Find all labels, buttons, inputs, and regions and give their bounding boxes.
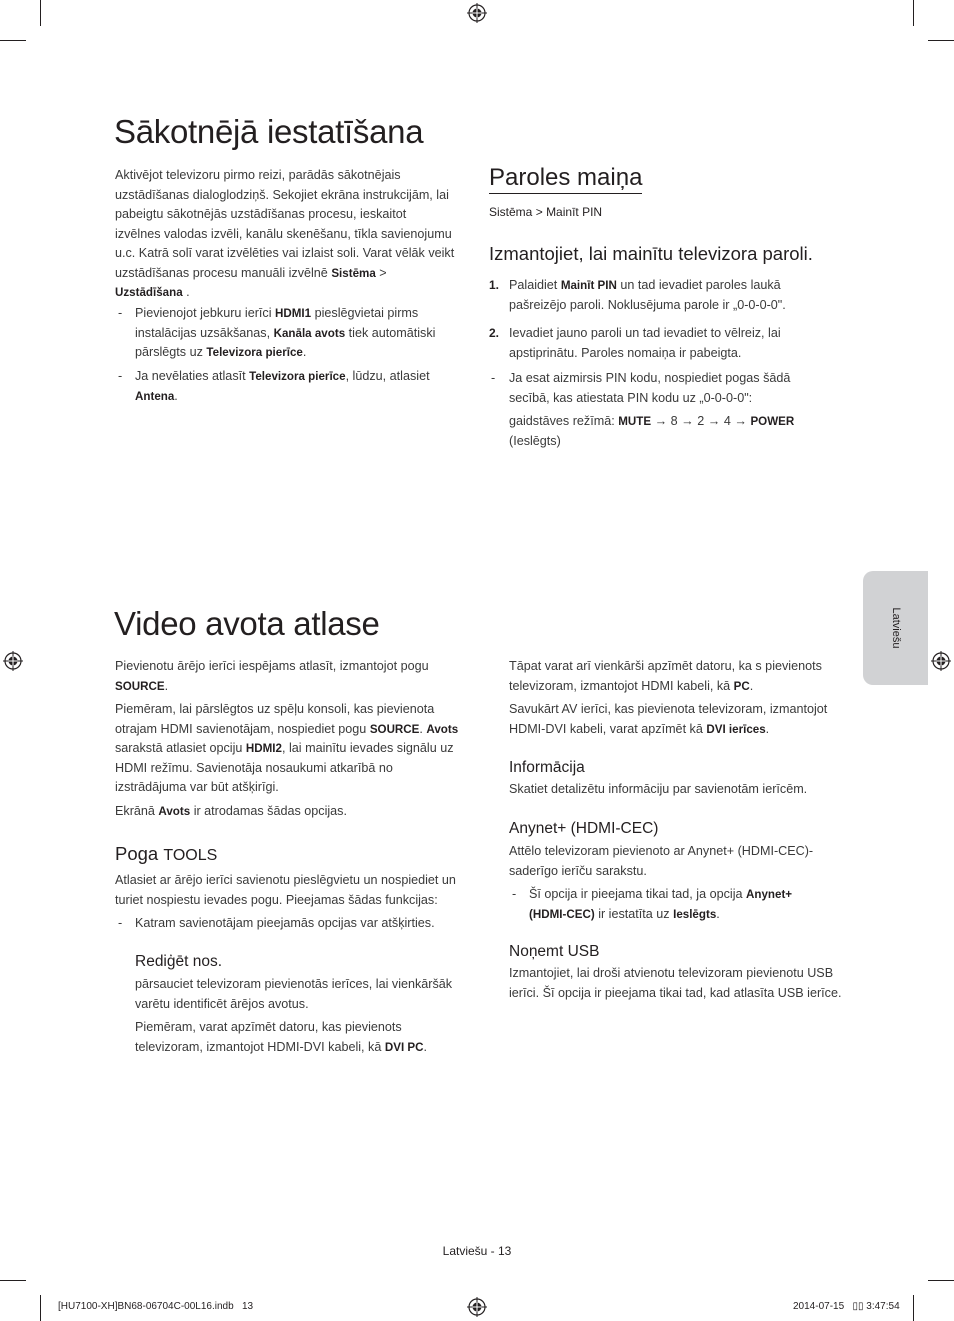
text: sarakstā atlasiet opciju bbox=[115, 741, 243, 755]
crop-mark bbox=[40, 0, 41, 26]
ieslegts-label: Ieslēgts bbox=[673, 907, 717, 921]
text: . bbox=[765, 721, 770, 736]
source-label: SOURCE bbox=[115, 679, 165, 693]
dvi-ierices-label: DVI ierīces bbox=[706, 722, 766, 736]
page-number: Latviešu - 13 bbox=[442, 1244, 512, 1258]
text: Pievienojot jebkuru ierīci bbox=[135, 306, 272, 320]
power-label: POWER bbox=[750, 415, 795, 428]
list-item-text bbox=[118, 367, 453, 406]
text: ir iestatīta uz bbox=[598, 906, 670, 921]
print-slug-date: 2014-07-15 ▯▯ 3:47:54 bbox=[793, 1301, 900, 1312]
text: tiek automātiski pārslēgts uz bbox=[135, 325, 436, 359]
crop-mark bbox=[40, 1295, 41, 1321]
paragraph bbox=[115, 802, 460, 822]
pc-label: PC bbox=[733, 679, 750, 693]
text: pieslēgvietai pirms instalācijas uzsākšanas, bbox=[135, 306, 419, 340]
initial-setup-intro bbox=[115, 166, 455, 303]
text: , lai mainītu ievades signālu uz HDMI režīmu. Savienotāja nosaukumi atkarībā no izstrādājuma var būt atšķirīgi. bbox=[115, 741, 454, 794]
registration-mark-icon bbox=[3, 651, 23, 671]
list-item-text bbox=[118, 304, 453, 363]
text: gaidstāves režīmā: bbox=[509, 414, 615, 428]
intro-text: Aktivējot televizoru pirmo reizi, parādās sākotnējais uzstādīšanas dialoglodziņš. Sekojiet ekrāna instrukcijām, lai pabeigtu sākotnējās uzstādīšanas procesu, ieskaitot izvēlnes valodas izvēli, kanālu skenēšanu, tīkla savienojumu u.c. Katrā solī varat izvēlēties vai izlaist soli. Varat vēlāk veikt uzstādīšanas procesu manuāli izvēlnē bbox=[115, 168, 455, 280]
language-tab-label: Latviešu bbox=[890, 607, 902, 649]
dash-bullet: - bbox=[491, 371, 496, 385]
tools-title bbox=[115, 843, 217, 865]
step-item bbox=[489, 276, 809, 315]
text: . bbox=[716, 906, 720, 921]
section-title-video-source: Video avota atlase bbox=[114, 605, 380, 642]
text: Šī opcija ir pieejama tikai tad, ja opcija bbox=[529, 887, 743, 901]
menu-uzstadisana: Uzstādīšana bbox=[115, 286, 183, 299]
tools-label: TOOLS bbox=[163, 847, 218, 864]
paragraph bbox=[115, 700, 460, 798]
list-item bbox=[118, 914, 463, 934]
anynet-label: Anynet+ (HDMI-CEC) bbox=[529, 888, 793, 921]
note-item bbox=[491, 369, 811, 451]
breadcrumb-item: Mainīt PIN bbox=[546, 205, 603, 219]
section-title-password: Paroles maiņa bbox=[489, 164, 642, 194]
mainit-pin-label: Mainīt PIN bbox=[560, 279, 617, 292]
step-text bbox=[489, 276, 809, 315]
section-title-initial-setup: Sākotnējā iestatīšana bbox=[114, 113, 424, 150]
note-sequence bbox=[491, 412, 811, 451]
televizora-pierice-label: Televizora pierīce bbox=[249, 370, 346, 383]
crop-mark bbox=[928, 1280, 954, 1281]
key-sequence: → 8 → 2 → 4 → bbox=[654, 414, 747, 428]
paragraph bbox=[115, 657, 455, 696]
dash-bullet: - bbox=[118, 916, 123, 930]
avots-label: Avots bbox=[426, 722, 459, 736]
dash-bullet: - bbox=[118, 306, 123, 320]
breadcrumb bbox=[489, 205, 602, 219]
registration-mark-icon bbox=[467, 3, 487, 23]
tools-text: Atlasiet ar ārējo ierīci savienotu pieslēgvietu un nospiediet un turiet nospiestu ievades pogu. Pieejamas šādas funkcijas: bbox=[115, 873, 456, 907]
crop-mark bbox=[928, 40, 954, 41]
list-item bbox=[118, 367, 453, 406]
list-item bbox=[512, 885, 832, 924]
kanala-avots-label: Kanāla avots bbox=[273, 326, 346, 340]
hdmi1-label: HDMI1 bbox=[275, 307, 312, 320]
step-number: 2. bbox=[489, 326, 500, 340]
crop-mark bbox=[0, 1280, 26, 1281]
dash-bullet: - bbox=[512, 887, 517, 901]
paragraph bbox=[509, 657, 839, 696]
menu-separator: > bbox=[379, 265, 387, 280]
breadcrumb-item: Sistēma bbox=[489, 205, 533, 219]
step-number: 1. bbox=[489, 278, 500, 292]
crop-mark bbox=[913, 0, 914, 26]
text: Ja nevēlaties atlasīt bbox=[135, 369, 246, 383]
crop-mark bbox=[0, 40, 26, 41]
text: . bbox=[164, 678, 169, 693]
list-item-text: Katram savienotājam pieejamās opcijas var atšķirties. bbox=[135, 916, 435, 930]
breadcrumb-separator: > bbox=[535, 205, 543, 219]
crop-mark bbox=[913, 1295, 914, 1321]
rename-title: Rediģēt nos. bbox=[135, 953, 223, 970]
anynet-title: Anynet+ (HDMI-CEC) bbox=[509, 820, 659, 837]
step-item bbox=[489, 324, 809, 363]
rename-example bbox=[135, 1018, 460, 1057]
text: Savukārt AV ierīci, kas pievienota televizoram, izmantojot HDMI-DVI kabeli, varat apzīmēt kā bbox=[509, 702, 828, 736]
paragraph bbox=[509, 700, 839, 739]
text: un tad ievadiet paroles laukā pašreizējo paroli. Noklusējuma parole ir „0-0-0-0". bbox=[509, 278, 786, 312]
text: . bbox=[423, 1039, 428, 1054]
text: . bbox=[419, 721, 423, 736]
list-item bbox=[118, 304, 453, 363]
dvi-pc-label: DVI PC bbox=[384, 1040, 424, 1054]
password-subtitle: Izmantojiet, lai mainītu televizora paroli. bbox=[489, 243, 813, 264]
mute-label: MUTE bbox=[618, 415, 652, 428]
text: ir atrodamas šādas opcijas. bbox=[193, 804, 347, 818]
registration-mark-icon bbox=[931, 651, 951, 671]
anynet-text: Attēlo televizoram pievienoto ar Anynet+ (HDMI-CEC)-saderīgo ierīču sarakstu. bbox=[509, 844, 814, 878]
text: . bbox=[302, 345, 307, 359]
source-label: SOURCE bbox=[369, 722, 420, 736]
text: Palaidiet bbox=[509, 278, 558, 292]
info-title: Informācija bbox=[509, 759, 585, 776]
text: Piemēram, varat apzīmēt datoru, kas pievienots televizoram, izmantojot HDMI-DVI kabeli, kā bbox=[135, 1020, 402, 1054]
antena-label: Antena bbox=[135, 389, 175, 403]
text: Piemēram, lai pārslēgtos uz spēļu konsoli, kas pievienota otrajam HDMI savienotājam, nospiediet pogu bbox=[115, 702, 435, 736]
rename-text: pārsauciet televizoram pievienotās ierīces, lai vienkāršāk varētu identificēt ārējos avotus. bbox=[135, 977, 453, 1011]
usb-text: Izmantojiet, lai droši atvienotu televizoram pievienotu USB ierīci. Šī opcija ir pieejama tikai tad, kad atlasīta USB ierīce. bbox=[509, 966, 842, 1000]
text: . bbox=[174, 388, 178, 403]
text: Pievienotu ārējo ierīci iespējams atlasīt, izmantojot pogu bbox=[115, 659, 429, 673]
text: Ekrānā bbox=[115, 804, 155, 818]
language-side-tab bbox=[863, 571, 928, 685]
text: (Ieslēgts) bbox=[509, 433, 561, 448]
text: Poga bbox=[115, 843, 159, 864]
step-text: Ievadiet jauno paroli un tad ievadiet to vēlreiz, lai apstiprinātu. Paroles nomaiņa ir pabeigta. bbox=[509, 326, 781, 360]
note-text: Ja esat aizmirsis PIN kodu, nospiediet pogas šādā secībā, kas atiestata PIN kodu uz „0-0-0-0": bbox=[509, 371, 791, 405]
print-slug-file: [HU7100-XH]BN68-06704C-00L16.indb 13 bbox=[58, 1301, 254, 1312]
text: Tāpat varat arī vienkārši apzīmēt datoru, ka s pievienots televizoram, izmantojot HDMI kabeli, kā bbox=[509, 659, 822, 693]
avots-label: Avots bbox=[158, 805, 191, 818]
text: , lūdzu, atlasiet bbox=[345, 369, 430, 383]
info-text: Skatiet detalizētu informāciju par savienotām ierīcēm. bbox=[509, 782, 808, 796]
registration-mark-icon bbox=[467, 1297, 487, 1317]
list-item-text bbox=[512, 885, 832, 924]
hdmi2-label: HDMI2 bbox=[245, 742, 282, 755]
televizora-pierice-label: Televizora pierīce bbox=[206, 346, 303, 359]
intro-end: . bbox=[186, 285, 190, 299]
dash-bullet: - bbox=[118, 369, 123, 383]
usb-title: Noņemt USB bbox=[509, 943, 600, 960]
text: . bbox=[749, 678, 754, 693]
menu-sistema: Sistēma bbox=[331, 266, 376, 280]
